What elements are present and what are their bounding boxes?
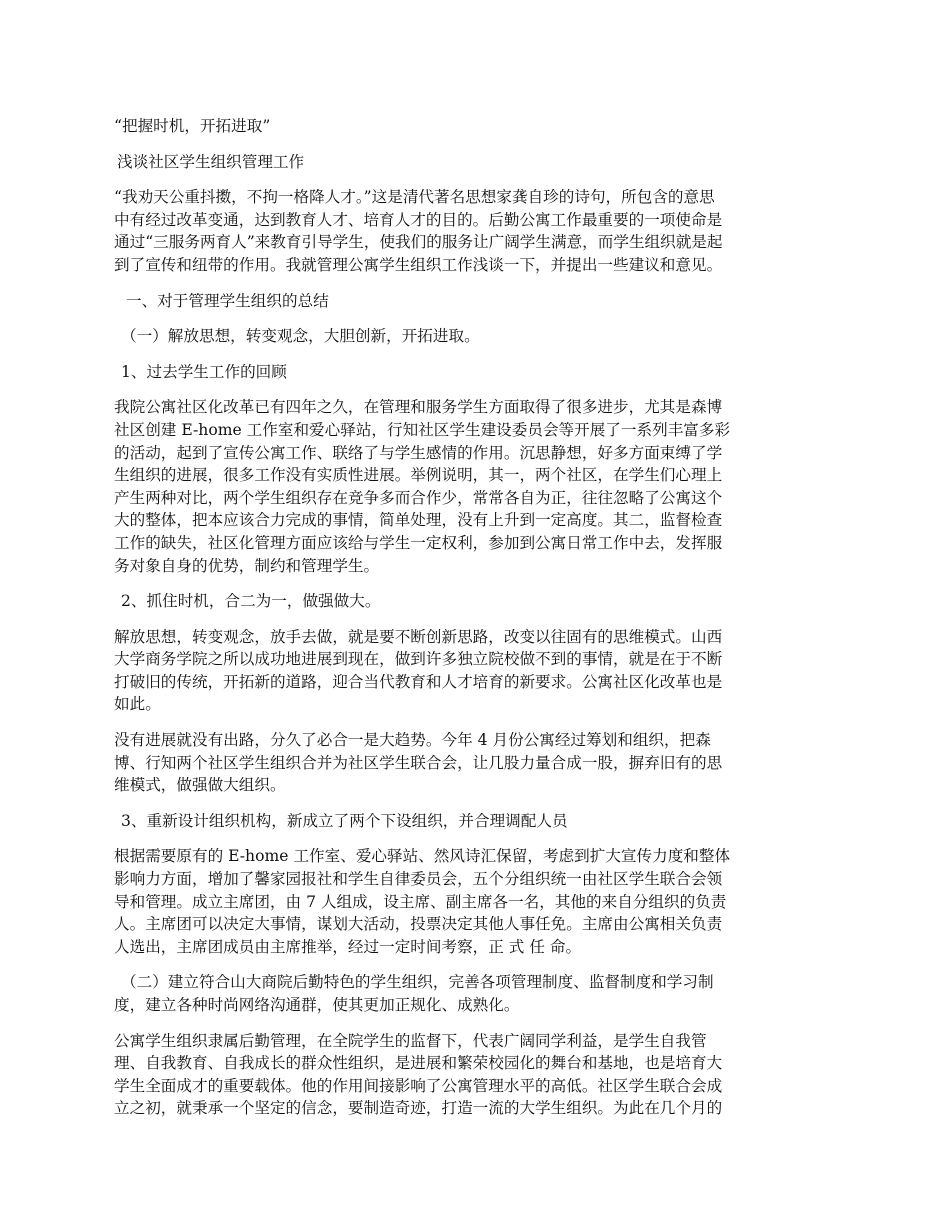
paragraph-merge: 没有进展就没有出路，分久了必合一是大趋势。今年 4 月份公寓经过筹划和组织，把森 博、行知两个社区学生组织合并为社区学生联合会，让几股力量合成一股，摒弃旧有的思 维模式，做强做大组织。 xyxy=(114,731,723,795)
document-page xyxy=(114,115,836,1133)
document-heading: “把握时机，开拓进取” xyxy=(114,117,271,135)
paragraph-intro: “我劝天公重抖擞，不拘一格降人才。”这是清代著名思想家龚自珍的诗句，所包含的意思 中有经过改革变通，达到教育人才、培育人才的目的。后勤公寓工作最重要的一项使命是 通过“三服务两育人”来教育引导学生，使我们的服务让广阔学生满意，而学生组织就是起 到了宣传和纽带的作用。我就管理公寓学生组织工作浅谈一下，并提出一些建议和意见。 xyxy=(114,188,723,274)
subsection-heading-1: （一）解放思想，转变观念，大胆创新，开拓进取。 xyxy=(121,327,480,346)
subsection-heading-2: （二）建立符合山大商院后勤特色的学生组织，完善各项管理制度、监督制度和学习制 度，建立各种时尚网络沟通群，使其更加正规化、成熟化。 xyxy=(114,973,714,1014)
paragraph-liberate: 解放思想，转变观念，放手去做，就是要不断创新思路，改变以往固有的思维模式。山西 大学商务学院之所以成功地进展到现在，做到许多独立院校做不到的事情，就是在于不断 打破旧的传统，开拓新的道路，迎合当代教育和人才培育的新要求。公寓社区化改革也是 如此。 xyxy=(114,627,723,714)
section-heading-1: 一、对于管理学生组织的总结 xyxy=(126,291,329,310)
item-heading-2: 2、抓住时机，合二为一，做强做大。 xyxy=(121,592,381,611)
item-heading-1: 1、过去学生工作的回顾 xyxy=(121,362,287,381)
paragraph-structure: 根据需要原有的 E-home 工作室、爱心驿站、然风诗汇保留，考虑到扩大宣传力度和整体 影响力方面，增加了馨家园报社和学生自律委员会，五个分组织统一由社区学生联合会领 导和管理。成立主席团，由 7 人组成，设主席、副主席各一名，其他的来自分组织的负责 人。主席团可以决定大事情，谋划大活动，投票决定其他人事任免。主席由公寓相关负责 人选出，主席团成员由主席推举，经过一定时间考察，正 式 任 命。 xyxy=(114,847,731,956)
paragraph-review: 我院公寓社区化改革已有四年之久，在管理和服务学生方面取得了很多进步，尤其是森博 社区创建 E-home 工作室和爱心驿站，行知社区学生建设委员会等开展了一系列丰富多彩 的活动，起到了宣传公寓工作、联络了与学生感情的作用。沉思静想，好多方面束缚了学 生组织的进展，很多工作没有实质性进展。举例说明，其一，两个社区，在学生们心理上 产生两种对比，两个学生组织存在竞争多而合作少，常常各自为正，往往忽略了公寓这个 大的整体，把本应该合力完成的事情，简单处理，没有上升到一定高度。其二，监督检查 工作的缺失，社区化管理方面应该给与学生一定权利，参加到公寓日常工作中去，发挥服 务对象自身的优势，制约和管理学生。 xyxy=(114,398,731,575)
item-heading-3: 3、重新设计组织机构，新成立了两个下设组织，并合理调配人员 xyxy=(121,811,568,830)
paragraph-organization: 公寓学生组织隶属后勤管理，在全院学生的监督下，代表广阔同学利益，是学生自我管 理、自我教育、自我成长的群众性组织，是进展和繁荣校园化的舞台和基地，也是培育大 学生全面成才的重要载体。他的作用间接影响了公寓管理水平的高低。社区学生联合会成 立之初，就秉承一个坚定的信念，要制造奇迹，打造一流的大学生组织。为此在几个月的 xyxy=(114,1031,723,1118)
document-title: 浅谈社区学生组织管理工作 xyxy=(117,152,305,171)
